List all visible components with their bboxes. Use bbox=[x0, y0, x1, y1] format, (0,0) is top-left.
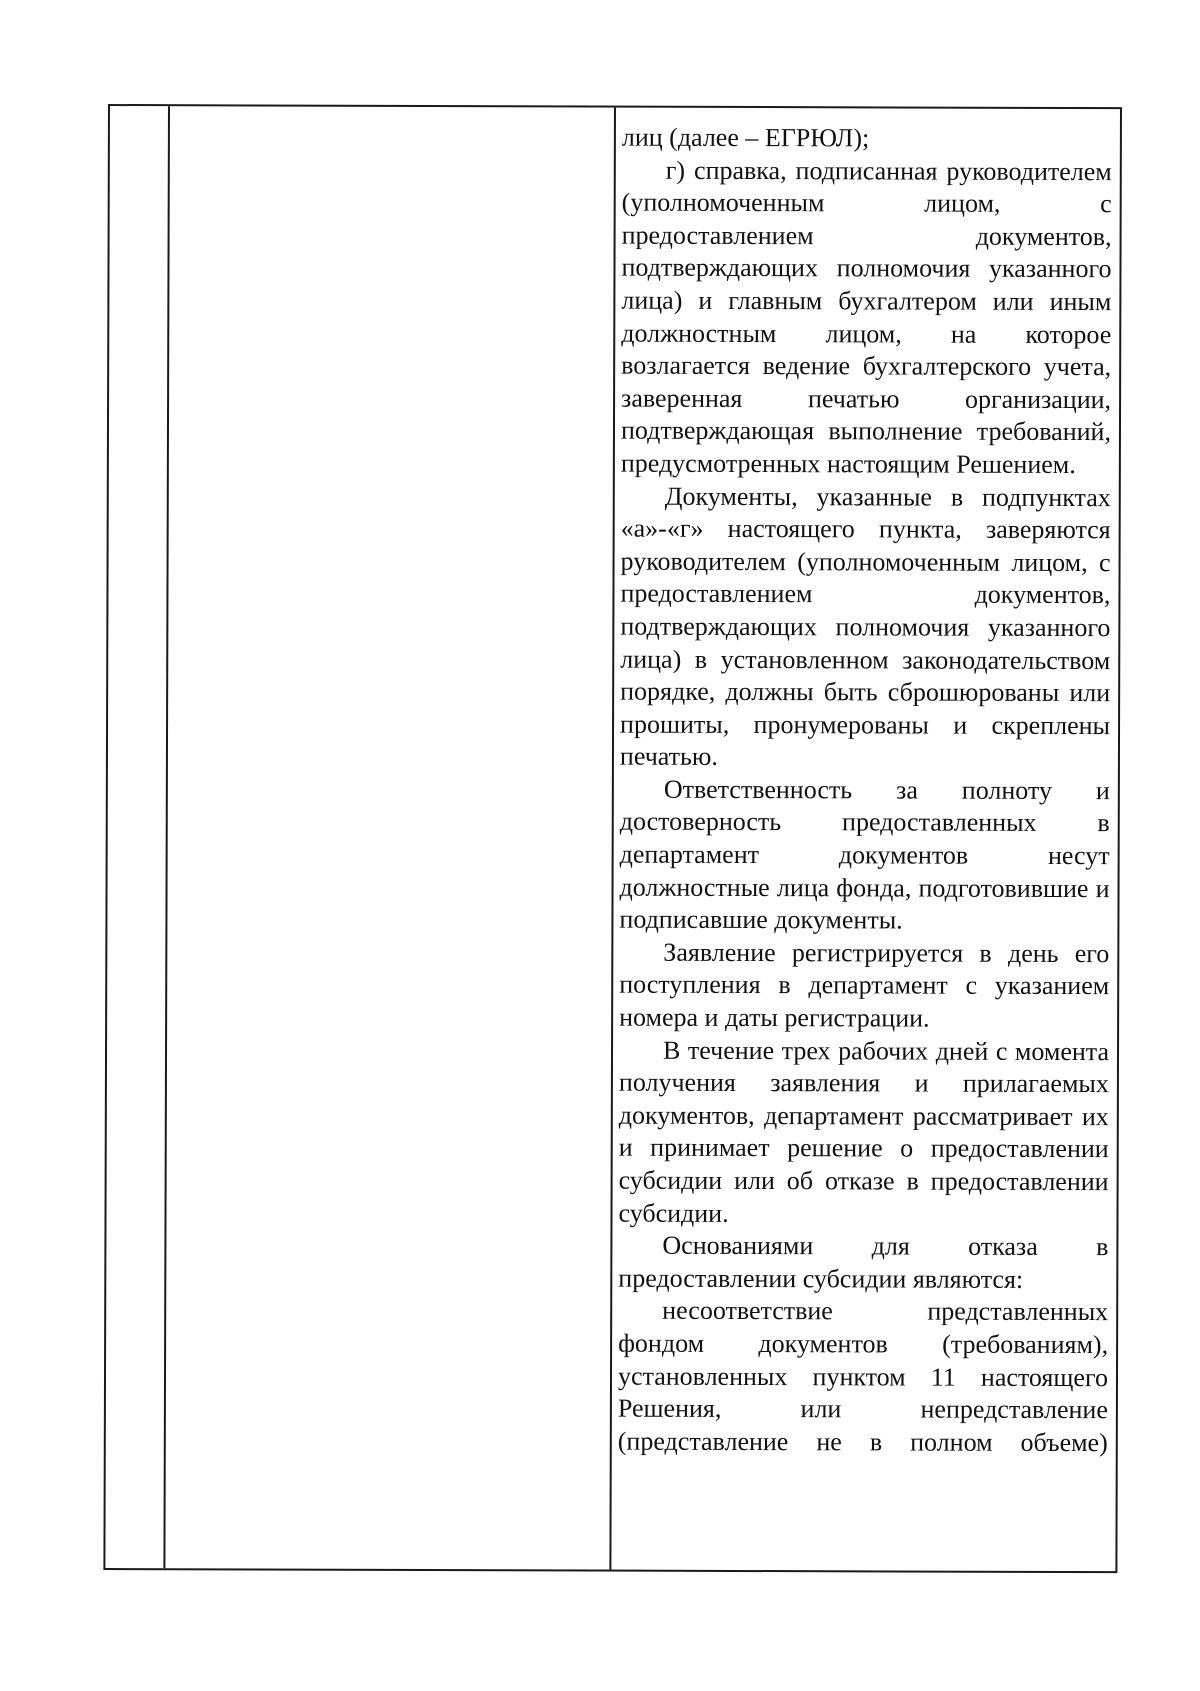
document-table bbox=[103, 104, 1122, 1573]
paragraph-refusal-grounds: Основаниями для отказа в предоставлении субсидии являются: bbox=[618, 1230, 1109, 1294]
paragraph-registration: Заявление регистрируется в день его поступления в департамент с указанием номера и даты регистрации. bbox=[619, 937, 1110, 1033]
paragraph-responsibility: Ответственность за полноту и достоверность предоставленных в департамент документов несут должностные лица фонда, подготовившие и подписавшие документы. bbox=[619, 774, 1110, 935]
paragraph-noncompliance: несоответствие представленных фондом документов (требованиям), установленных пунктом 11 настоящего Решения, или непредставление (представление не в полном объеме) bbox=[617, 1296, 1109, 1457]
paragraph-documents-certified: Документы, указанные в подпунктах «а»-«г» настоящего пункта, заверяются руководителем (уполномоченным лицом, с предоставлением документов, подтверждающих полномочия указанного лица) в установленном законодательством порядке, должны быть сброшюрованы или прошиты, пронумерованы и скреплены печатью. bbox=[619, 481, 1111, 772]
table-column-number bbox=[105, 106, 170, 1568]
paragraph-certificate: г) справка, подписанная руководителем (уполномоченным лицом, с предоставлением документов, подтверждающих полномочия указанного лица) и главным бухгалтером или иным должностным лицом, на которое возлагается ведение бухгалтерского учета, заверенная печатью организации, подтверждающая выполнение требований, предусмотренных настоящим Решением. bbox=[620, 155, 1112, 479]
paragraph-review-period: В течение трех рабочих дней с момента получения заявления и прилагаемых документов, департамент рассматривает их и принимает решение о предоставлении субсидии или об отказе в предоставлении субсидии. bbox=[618, 1035, 1110, 1228]
table-column-name bbox=[165, 106, 616, 1569]
table-column-text bbox=[611, 108, 1120, 1572]
paragraph-egrul: лиц (далее – ЕГРЮЛ); bbox=[621, 122, 870, 153]
